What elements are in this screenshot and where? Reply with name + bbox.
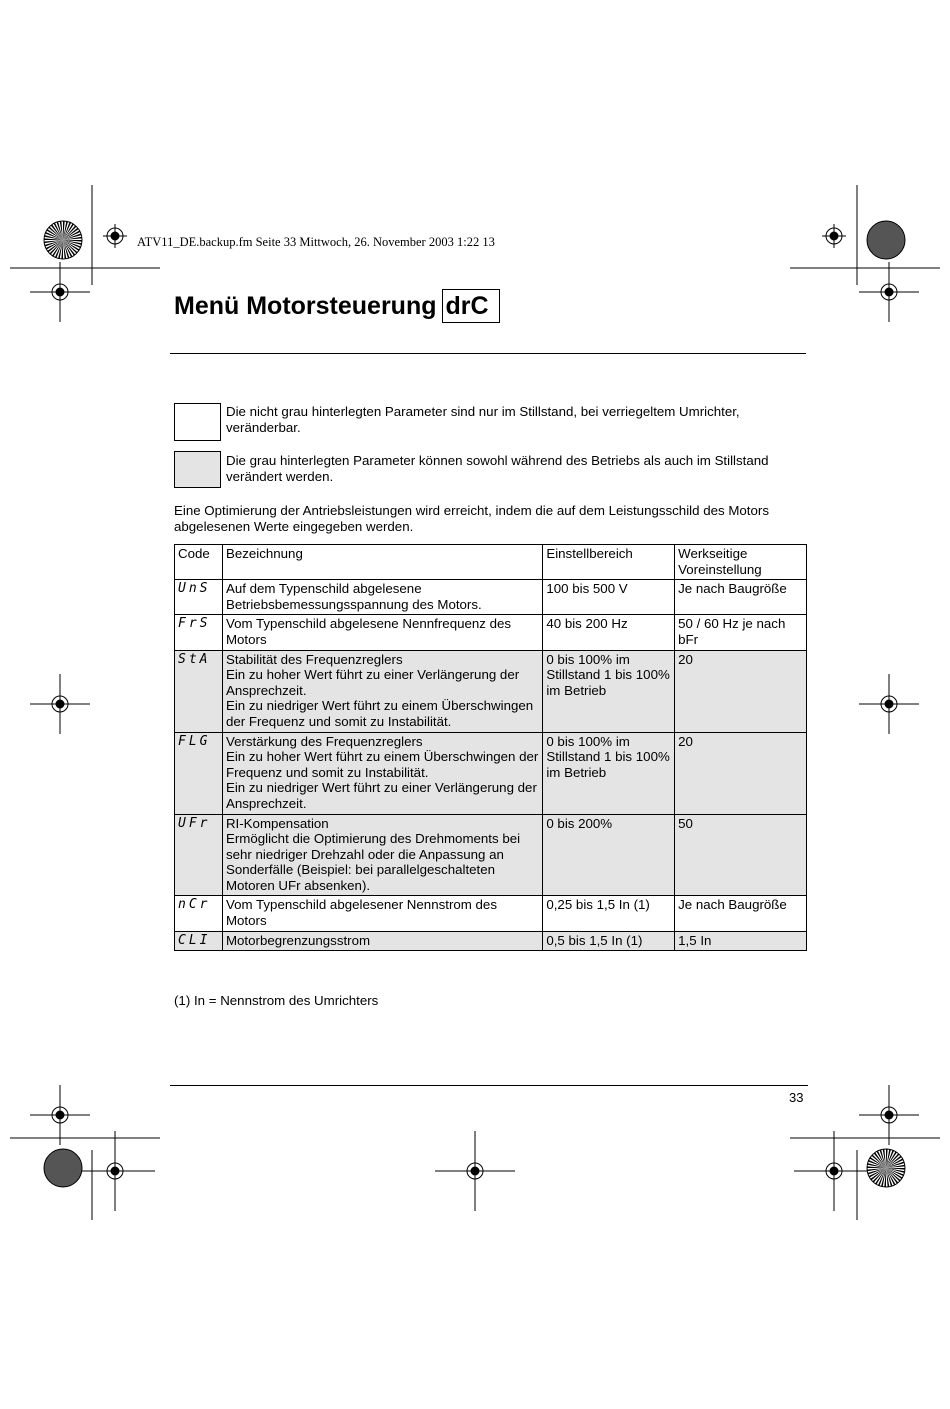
description-line: Ein zu hoher Wert führt zu einer Verlängerung der Ansprechzeit. (225, 667, 520, 698)
description-line: Stabilität des Frequenzreglers (225, 651, 403, 667)
header-range: Einstellbereich (543, 545, 675, 580)
menu-code-box: drC (442, 289, 500, 323)
param-range: 0,5 bis 1,5 In (1) (543, 931, 675, 951)
description-line: Ein zu niedriger Wert führt zu einer Verlängerung der Ansprechzeit. (225, 780, 537, 811)
param-default: Je nach Baugröße (675, 580, 807, 615)
param-default: 1,5 In (675, 931, 807, 951)
description-line: Motorbegrenzungsstrom (225, 932, 371, 948)
description-line: Verstärkung des Frequenzreglers (225, 733, 423, 749)
header-default: Werkseitige Voreinstellung (675, 545, 807, 580)
param-default: Je nach Baugröße (675, 896, 807, 931)
param-code: nCr (175, 896, 223, 931)
param-code: UnS (175, 580, 223, 615)
param-range: 0,25 bis 1,5 In (1) (543, 896, 675, 931)
param-code: UFr (175, 814, 223, 896)
footnote: (1) In = Nennstrom des Umrichters (174, 993, 379, 1008)
param-code: CLI (175, 931, 223, 951)
description-line: Ermöglicht die Optimierung des Drehmoments bei sehr niedriger Drehzahl oder die Anpassung an Sonderfälle (Beispiel: bei parallelgeschalteten Motoren UFr absenken). (225, 831, 521, 893)
header-code: Code (175, 545, 223, 580)
description-line: RI-Kompensation (225, 815, 329, 831)
description-line: Vom Typenschild abgelesener Nennstrom des Motors (225, 897, 497, 929)
param-range: 0 bis 100% im Stillstand 1 bis 100% im Betrieb (543, 732, 675, 814)
param-default: 50 / 60 Hz je nach bFr (675, 615, 807, 650)
param-range: 0 bis 200% (543, 814, 675, 896)
page-title-text: Menü Motorsteuerung (174, 291, 437, 320)
param-default: 20 (675, 732, 807, 814)
param-code: FrS (175, 615, 223, 650)
param-code: FLG (175, 732, 223, 814)
intro-text: Eine Optimierung der Antriebsleistungen wird erreicht, indem die auf dem Leistungsschild des Motors abgelesenen Werte eingegeben werden. (174, 503, 769, 534)
param-range: 40 bis 200 Hz (543, 615, 675, 650)
param-code: StA (175, 650, 223, 732)
description-line: Ein zu niedriger Wert führt zu einem Überschwingen der Frequenz und somit zu Instabilität. (225, 698, 534, 729)
param-range: 0 bis 100% im Stillstand 1 bis 100% im Betrieb (543, 650, 675, 732)
legend-text-white: Die nicht grau hinterlegten Parameter sind nur im Stillstand, bei verriegeltem Umrichter, veränderbar. (226, 404, 740, 435)
description-line: Ein zu hoher Wert führt zu einem Überschwingen der Frequenz und somit zu Instabilität. (225, 749, 539, 780)
param-default: 50 (675, 814, 807, 896)
file-info-header: ATV11_DE.backup.fm Seite 33 Mittwoch, 26. November 2003 1:22 13 (137, 235, 495, 249)
description-line: Vom Typenschild abgelesene Nennfrequenz des Motors (225, 616, 512, 647)
page-number: 33 (789, 1090, 804, 1105)
header-description: Bezeichnung (222, 545, 542, 580)
param-default: 20 (675, 650, 807, 732)
legend-text-grey: Die grau hinterlegten Parameter können sowohl während des Betriebs als auch im Stillstand verändert werden. (226, 453, 769, 484)
description-line: Auf dem Typenschild abgelesene Betriebsbemessungsspannung des Motors. (225, 581, 482, 612)
param-range: 100 bis 500 V (543, 580, 675, 615)
